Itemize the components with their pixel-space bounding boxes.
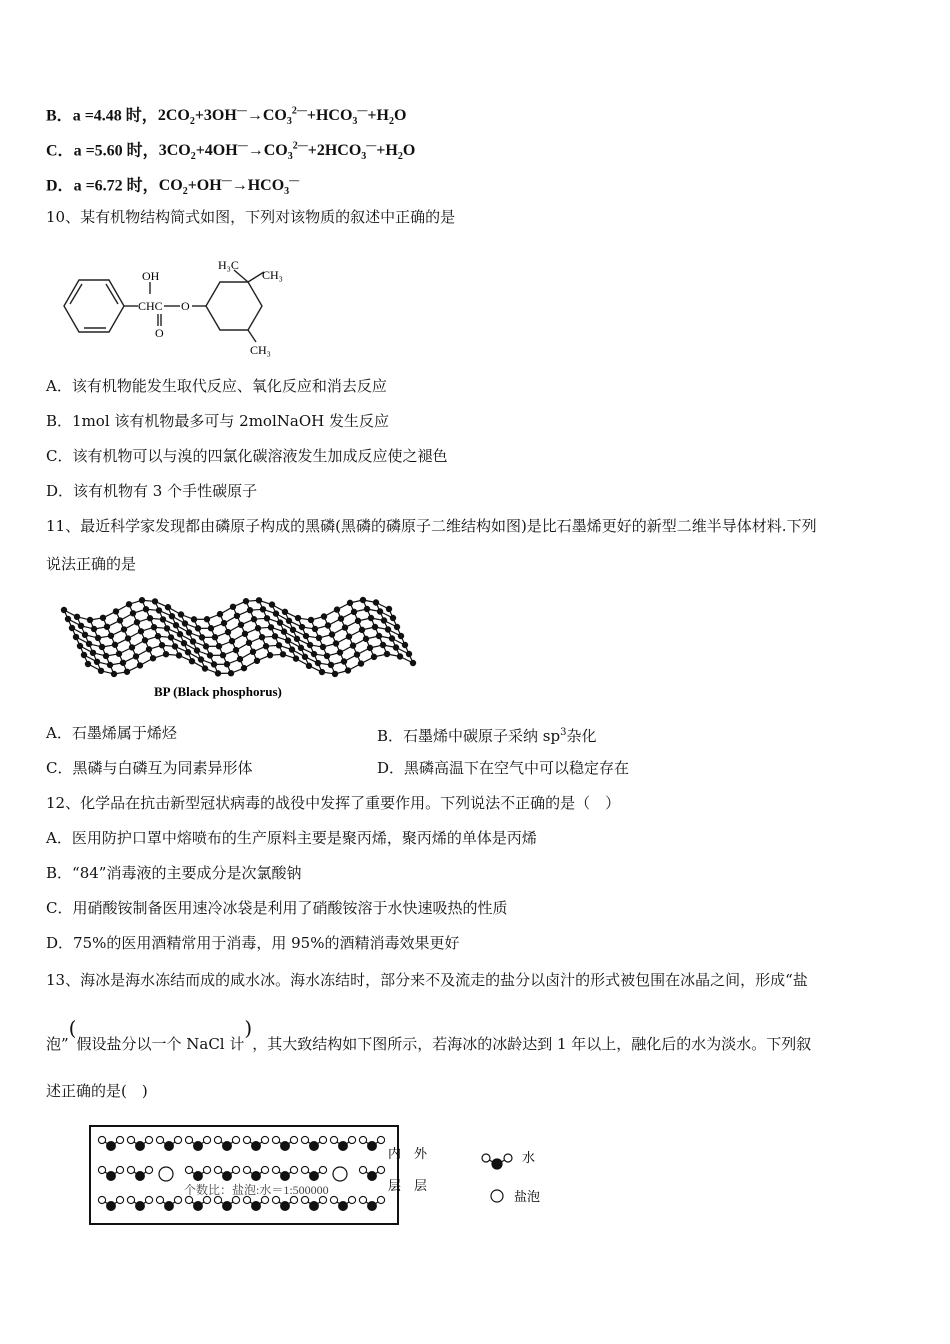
label-outer: 外 (414, 1147, 428, 1162)
q11-stem-line1: 11、最近科学家发现都由磷原子构成的黑磷(黑磷的磷原子二维结构如图)是比石墨烯更好的新型二维半导体材料.下列 (46, 517, 817, 535)
paren-open: ( (68, 1016, 77, 1040)
legend-salt-label: 盐泡 (514, 1190, 541, 1205)
q12-stem: 12、化学品在抗击新型冠状病毒的战役中发挥了重要作用。下列说法不正确的是（ ） (46, 794, 621, 812)
struct-o-double: O (155, 326, 164, 340)
q9-option-c: C．a =5.60 时，$3CO_2+4OH^—\to CO_3^{2—}+2HCO_3^—+H_2O$ (46, 141, 416, 163)
q13-sea-ice-figure (88, 1124, 558, 1230)
bp-lattice (61, 597, 415, 676)
q13-stem-line3: 述正确的是( ) (46, 1082, 148, 1100)
q10-option-c: C．该有机物可以与溴的四氯化碳溶液发生加成反应使之褪色 (46, 447, 448, 465)
q12-option-b: B．“84”消毒液的主要成分是次氯酸钠 (46, 864, 302, 882)
legend-water-icon (482, 1154, 512, 1169)
q11-black-phosphorus-figure (58, 596, 418, 706)
legend-water-label: 水 (522, 1151, 536, 1166)
q12-option-d: D．75%的医用酒精常用于消毒，用 95%的酒精消毒效果更好 (46, 934, 460, 952)
struct-ch3-top: CH₃ (262, 268, 283, 282)
q10-option-a: A．该有机物能发生取代反应、氧化反应和消去反应 (46, 377, 387, 395)
paren-close: ) (244, 1016, 253, 1040)
q10-stem: 10、某有机物结构简式如图，下列对该物质的叙述中正确的是 (46, 208, 456, 226)
q9-option-d: D．a =6.72 时，$CO_2+OH^—\to HCO_3^—$ (46, 176, 300, 198)
q11-option-d: D．黑磷高温下在空气中可以稳定存在 (377, 759, 630, 777)
struct-ch3-bottom: CH₃ (250, 343, 271, 357)
q12-option-a: A．医用防护口罩中熔喷布的生产原料主要是聚丙烯，聚丙烯的单体是丙烯 (46, 829, 537, 847)
q10-option-d: D．该有机物有 3 个手性碳原子 (46, 482, 258, 500)
struct-chc: CHC (138, 299, 163, 313)
q12-option-c: C．用硝酸铵制备医用速冷冰袋是利用了硝酸铵溶于水快速吸热的性质 (46, 899, 508, 917)
struct-o-link: O (181, 299, 190, 313)
q11-option-a: A．石墨烯属于烯烃 (46, 724, 177, 742)
q11-option-b: B．石墨烯中碳原子采纳 $sp^3$杂化 (377, 727, 597, 745)
label-layer-1: 层 (388, 1179, 402, 1194)
q9-option-c-equation: $3CO_2+4OH^—\to CO_3^{2—}+2HCO_3^—+H_2O$ (158, 141, 416, 163)
bp-caption: BP (Black phosphorus) (154, 684, 282, 699)
q9-option-b: B．a =4.48 时，$2CO_2+3OH^—\to CO_3^{2—}+HCO_3^—+H_2O$ (46, 106, 407, 128)
q11-stem-line2: 说法正确的是 (46, 555, 137, 573)
q9-option-b-equation: $2CO_2+3OH^—\to CO_3^{2—}+HCO_3^—+H_2O$ (157, 106, 407, 128)
q9-option-d-equation: $CO_2+OH^—\to HCO_3^—$ (158, 176, 300, 198)
ice-molecules (98, 1136, 384, 1210)
q10-option-b: B．1mol 该有机物最多可与 2molNaOH 发生反应 (46, 412, 389, 430)
struct-oh: OH (142, 269, 160, 283)
q13-stem-line1: 13、海冰是海水冻结而成的咸水冰。海水冻结时，部分来不及流走的盐分以卤汁的形式被包围在冰晶之间，形成“盐 (46, 971, 808, 989)
q13-stem-line2: 泡”(假设盐分以一个 NaCl 计)，其大致结构如下图所示，若海冰的冰龄达到 1 年以上，融化后的水为淡水。下列叙 (46, 1016, 812, 1053)
q10-structure-figure (60, 252, 300, 362)
ratio-label: 个数比：盐泡:水＝1:500000 (184, 1183, 329, 1197)
label-layer-2: 层 (414, 1179, 428, 1194)
label-inner: 内 (388, 1147, 402, 1162)
struct-h3c: H₃C (218, 258, 239, 272)
q11-option-c: C．黑磷与白磷互为同素异形体 (46, 759, 253, 777)
legend-salt-icon (491, 1190, 503, 1202)
